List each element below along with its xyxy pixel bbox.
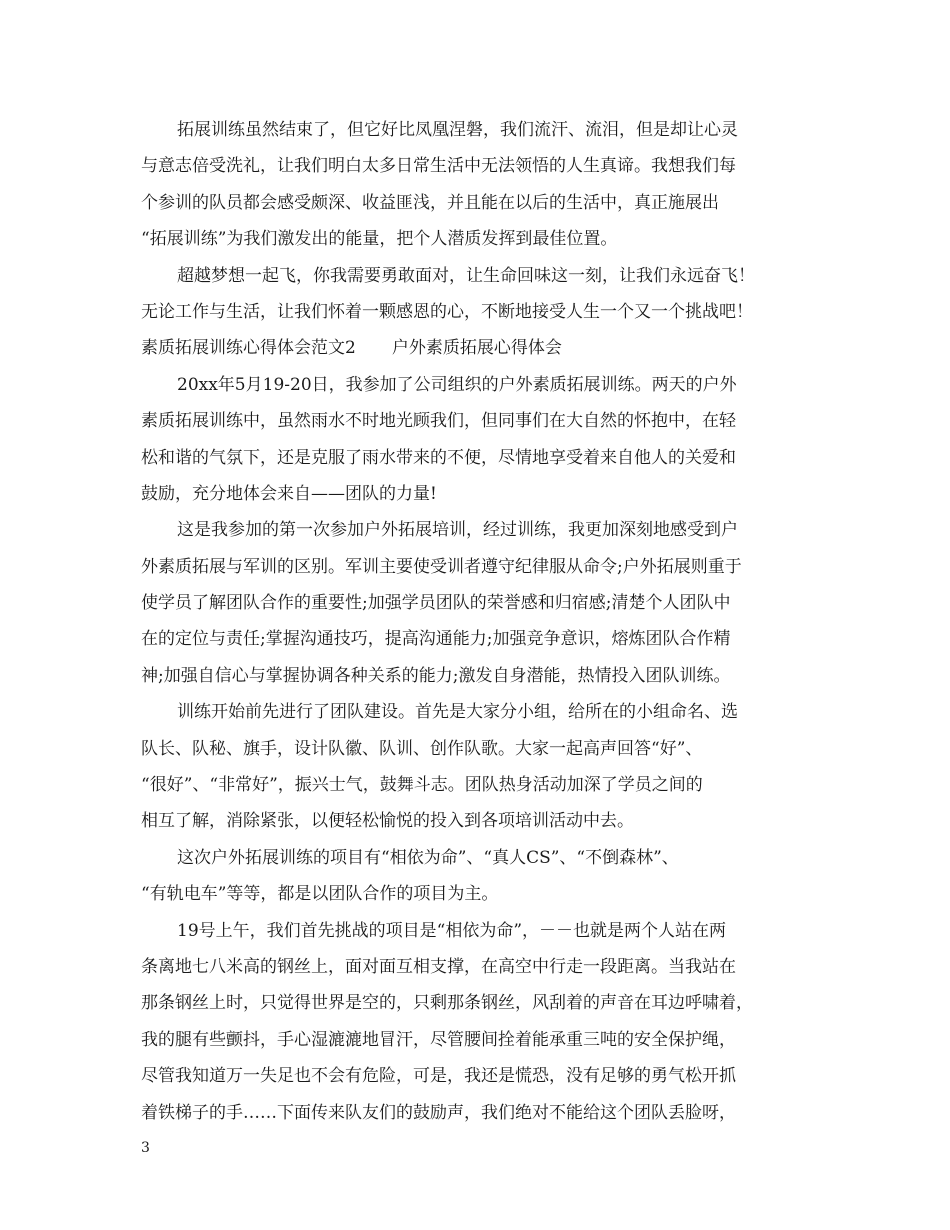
- heading-suffix: 户外素质拓展心得体会: [391, 338, 562, 359]
- text-line-content: 松和谐的气氛下，还是克服了雨水带来的不便，尽情地享受着来自他人的关爱和: [141, 447, 736, 468]
- text-line-content: 尽管我知道万一失足也不会有危险，可是，我还是慌恐，没有足够的勇气松开抓: [141, 1066, 736, 1087]
- text-line-content: 这是我参加的第一次参加户外拓展培训，经过训练，我更加深刻地感受到户: [177, 520, 738, 541]
- text-line: [141, 512, 821, 548]
- text-line: [141, 440, 821, 476]
- text-line-content: 这次户外拓展训练的项目有“相依为命”、“真人CS”、“不倒森林”、: [177, 847, 679, 868]
- text-line: [141, 112, 821, 148]
- text-line-content: 与意志倍受洗礼，让我们明白太多日常生活中无法领悟的人生真谛。我想我们每: [141, 156, 736, 177]
- text-line: [141, 258, 821, 294]
- text-line-content: 那条钢丝上时，只觉得世界是空的，只剩那条钢丝，风刮着的声音在耳边呼啸着，: [141, 993, 753, 1014]
- text-line-content: “拓展训练”为我们激发出的能量，把个人潜质发挥到最佳位置。: [141, 229, 618, 250]
- text-line-content: 鼓励，充分地体会来自——团队的力量!: [141, 483, 437, 504]
- text-line: [141, 876, 821, 912]
- text-line: [141, 949, 821, 985]
- text-line-content: 队长、队秘、旗手，设计队徽、队训、创作队歌。大家一起高声回答“好”、: [141, 738, 703, 759]
- text-line-content: 在的定位与责任;掌握沟通技巧，提高沟通能力;加强竞争意识，熔炼团队合作精: [141, 629, 731, 650]
- text-line: [141, 367, 821, 403]
- text-line-content: 素质拓展训练心得体会范文2: [141, 338, 356, 359]
- text-line: [141, 731, 821, 767]
- text-line: [141, 985, 821, 1021]
- document-body: [141, 112, 821, 1131]
- page-number: 3: [141, 1140, 150, 1156]
- text-line: [141, 585, 821, 621]
- text-line: [141, 1058, 821, 1094]
- text-line: [141, 694, 821, 730]
- text-line: [141, 658, 821, 694]
- text-line: [141, 403, 821, 439]
- text-line-content: 19号上午，我们首先挑战的项目是“相依为命”，－－也就是两个人站在两: [177, 920, 727, 941]
- text-line-content: 拓展训练虽然结束了，但它好比凤凰涅磐，我们流汗、流泪，但是却让心灵: [177, 120, 738, 140]
- text-line-content: 超越梦想一起飞，你我需要勇敢面对，让生命回味这一刻，让我们永远奋飞！: [177, 265, 755, 286]
- text-line-content: “很好”、“非常好”，振兴士气，鼓舞斗志。团队热身活动加深了学员之间的: [141, 775, 703, 796]
- text-line-content: 20xx年5月19-20日，我参加了公司组织的户外素质拓展训练。两天的户外: [177, 374, 737, 395]
- text-line-content: 训练开始前先进行了团队建设。首先是大家分小组，给所在的小组命名、选: [177, 702, 738, 723]
- text-line-content: 个参训的队员都会感受颇深、收益匪浅，并且能在以后的生活中，真正施展出: [141, 192, 719, 213]
- text-line: [141, 1095, 821, 1131]
- text-line: [141, 803, 821, 839]
- text-line: [141, 767, 821, 803]
- text-line-content: 素质拓展训练中，虽然雨水不时地光顾我们，但同事们在大自然的怀抱中，在轻: [141, 411, 736, 432]
- text-line: [141, 330, 821, 366]
- text-line-content: 外素质拓展与军训的区别。军训主要使受训者遵守纪律服从命令;户外拓展则重于: [141, 556, 742, 577]
- text-line: [141, 1022, 821, 1058]
- text-line: [141, 185, 821, 221]
- text-line: [141, 476, 821, 512]
- text-line: [141, 913, 821, 949]
- text-line-content: 条离地七八米高的钢丝上，面对面互相支撑，在高空中行走一段距离。当我站在: [141, 956, 736, 977]
- text-line-content: 我的腿有些颤抖，手心湿漉漉地冒汗，尽管腰间拴着能承重三吨的安全保护绳，: [141, 1029, 736, 1050]
- text-line: [141, 294, 821, 330]
- text-line-content: 无论工作与生活，让我们怀着一颗感恩的心，不断地接受人生一个又一个挑战吧！: [141, 301, 753, 322]
- text-line-content: 着铁梯子的手……下面传来队友们的鼓励声，我们绝对不能给这个团队丢脸呀，: [141, 1102, 736, 1123]
- text-line: [141, 621, 821, 657]
- text-line: [141, 549, 821, 585]
- text-line-content: 相互了解，消除紧张，以便轻松愉悦的投入到各项培训活动中去。: [141, 811, 634, 832]
- text-line: [141, 148, 821, 184]
- text-line-content: 神;加强自信心与掌握协调各种关系的能力;激发自身潜能，热情投入团队训练。: [141, 665, 731, 686]
- text-line-content: 使学员了解团队合作的重要性;加强学员团队的荣誉感和归宿感;清楚个人团队中: [141, 593, 731, 614]
- text-line: [141, 840, 821, 876]
- text-line-content: “有轨电车”等等，都是以团队合作的项目为主。: [141, 884, 499, 905]
- text-line: [141, 221, 821, 257]
